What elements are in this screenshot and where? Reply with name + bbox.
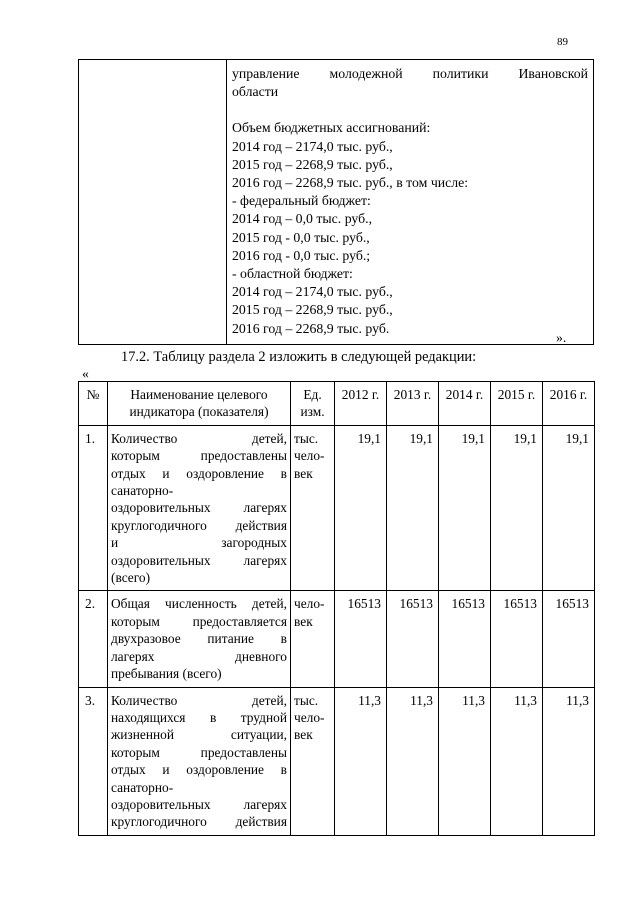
indicator-name-line: оздоровительных лагерях <box>111 796 287 812</box>
budget-line: 2015 год – 2268,9 тыс. руб., <box>232 302 393 318</box>
year-value: 16513 <box>491 591 543 687</box>
indicator-name-line: оздоровительных лагерях <box>111 500 287 516</box>
header-unit <box>291 382 335 426</box>
year-value: 16513 <box>335 591 387 687</box>
continuation-left-cell <box>79 60 227 345</box>
year-value: 11,3 <box>439 687 491 835</box>
indicator-name-line: круглогодичного действия <box>111 814 287 830</box>
table-row <box>79 687 595 835</box>
budget-line: 2014 год – 2174,0 тыс. руб., <box>232 138 393 154</box>
row-number: 2. <box>79 591 108 687</box>
indicator-name <box>108 425 291 591</box>
year-value: 19,1 <box>439 425 491 591</box>
year-value: 19,1 <box>543 425 595 591</box>
budget-line: 2016 год – 2268,9 тыс. руб., в том числе: <box>232 175 469 191</box>
header-num: № <box>79 382 108 426</box>
indicator-name <box>108 591 291 687</box>
budget-line: 2014 год – 2174,0 тыс. руб., <box>232 284 393 300</box>
indicator-name-line: Общая численность детей, <box>111 596 287 612</box>
budget-line: 2015 год - 0,0 тыс. руб., <box>232 229 370 245</box>
year-value: 19,1 <box>491 425 543 591</box>
indicator-name-line: жизненной ситуации, <box>111 727 287 743</box>
year-value: 11,3 <box>543 687 595 835</box>
header-indicator-line: Наименование целевого <box>130 387 268 402</box>
year-value: 11,3 <box>387 687 439 835</box>
table-row <box>79 425 595 591</box>
responsible-line-1: управление молодежной политики Ивановской <box>232 66 588 81</box>
header-year: 2015 г. <box>491 382 543 426</box>
unit-line: век <box>294 613 313 629</box>
unit-of-measure <box>291 591 335 687</box>
indicator-name-line: (всего) <box>111 570 151 586</box>
year-value: 19,1 <box>387 425 439 591</box>
continuation-right-cell <box>227 60 594 345</box>
header-year: 2016 г. <box>543 382 595 426</box>
unit-line: чело- <box>294 448 325 464</box>
row-number: 3. <box>79 687 108 835</box>
budget-line: Объем бюджетных ассигнований: <box>232 120 431 136</box>
page-number: 89 <box>557 36 568 48</box>
continuation-table <box>78 59 594 345</box>
opening-quote: « <box>82 366 89 381</box>
indicator-name-line: Количество детей, <box>111 430 287 446</box>
indicator-name <box>108 687 291 835</box>
header-unit-line: Ед. <box>303 387 322 402</box>
row-number: 1. <box>79 425 108 591</box>
unit-of-measure <box>291 425 335 591</box>
indicator-name-line: которым предоставлены <box>111 744 287 760</box>
year-value: 16513 <box>387 591 439 687</box>
indicator-name-line: санаторно- <box>111 779 174 795</box>
budget-line: 2014 год – 0,0 тыс. руб., <box>232 211 373 227</box>
budget-line: - областной бюджет: <box>232 266 353 282</box>
indicator-name-line: санаторно- <box>111 483 174 499</box>
indicator-name-line: пребывания (всего) <box>111 666 222 682</box>
header-year: 2014 г. <box>439 382 491 426</box>
header-year: 2012 г. <box>335 382 387 426</box>
year-value: 16513 <box>543 591 595 687</box>
paragraph-gap <box>232 101 588 119</box>
budget-line: - федеральный бюджет: <box>232 193 371 209</box>
indicator-name-line: которым предоставлены <box>111 448 287 464</box>
year-value: 16513 <box>439 591 491 687</box>
budget-line: 2016 год – 2268,9 тыс. руб. <box>232 320 390 336</box>
header-indicator <box>108 382 291 426</box>
indicator-name-line: Количество детей, <box>111 692 287 708</box>
closing-quote: ». <box>556 330 567 345</box>
continuation-row <box>79 60 594 345</box>
budget-line: 2016 год - 0,0 тыс. руб.; <box>232 247 371 263</box>
indicator-name-line: отдых и оздоровление в <box>111 762 287 778</box>
table-header-row <box>79 382 595 426</box>
indicator-name-line: оздоровительных лагерях <box>111 552 287 568</box>
unit-line: век <box>294 727 313 743</box>
indicator-name-line: отдых и оздоровление в <box>111 465 287 481</box>
header-indicator-line: индикатора (показателя) <box>129 404 269 420</box>
indicator-name-line: находящихся в трудной <box>111 709 287 725</box>
unit-line: тыс. <box>294 692 319 708</box>
unit-line: век <box>294 465 313 481</box>
table-row <box>79 591 595 687</box>
unit-of-measure <box>291 687 335 835</box>
responsible-line-2: области <box>232 84 279 100</box>
instruction-text: 17.2. Таблицу раздела 2 изложить в следующей редакции: <box>121 349 477 365</box>
year-value: 19,1 <box>335 425 387 591</box>
indicator-name-line: двухразовое питание в <box>111 631 287 647</box>
unit-line: чело- <box>294 596 325 612</box>
unit-line: тыс. <box>294 430 319 446</box>
year-value: 11,3 <box>335 687 387 835</box>
unit-line: чело- <box>294 709 325 725</box>
indicators-table <box>78 381 595 836</box>
year-value: 11,3 <box>491 687 543 835</box>
indicator-name-line: лагерях дневного <box>111 648 287 664</box>
indicator-name-line: круглогодичного действия <box>111 517 287 533</box>
indicator-name-line: и загородных <box>111 535 287 551</box>
budget-line: 2015 год – 2268,9 тыс. руб., <box>232 156 393 172</box>
indicator-name-line: которым предоставляется <box>111 613 287 629</box>
header-unit-line: изм. <box>300 404 325 420</box>
table-body <box>79 425 595 835</box>
header-year: 2013 г. <box>387 382 439 426</box>
